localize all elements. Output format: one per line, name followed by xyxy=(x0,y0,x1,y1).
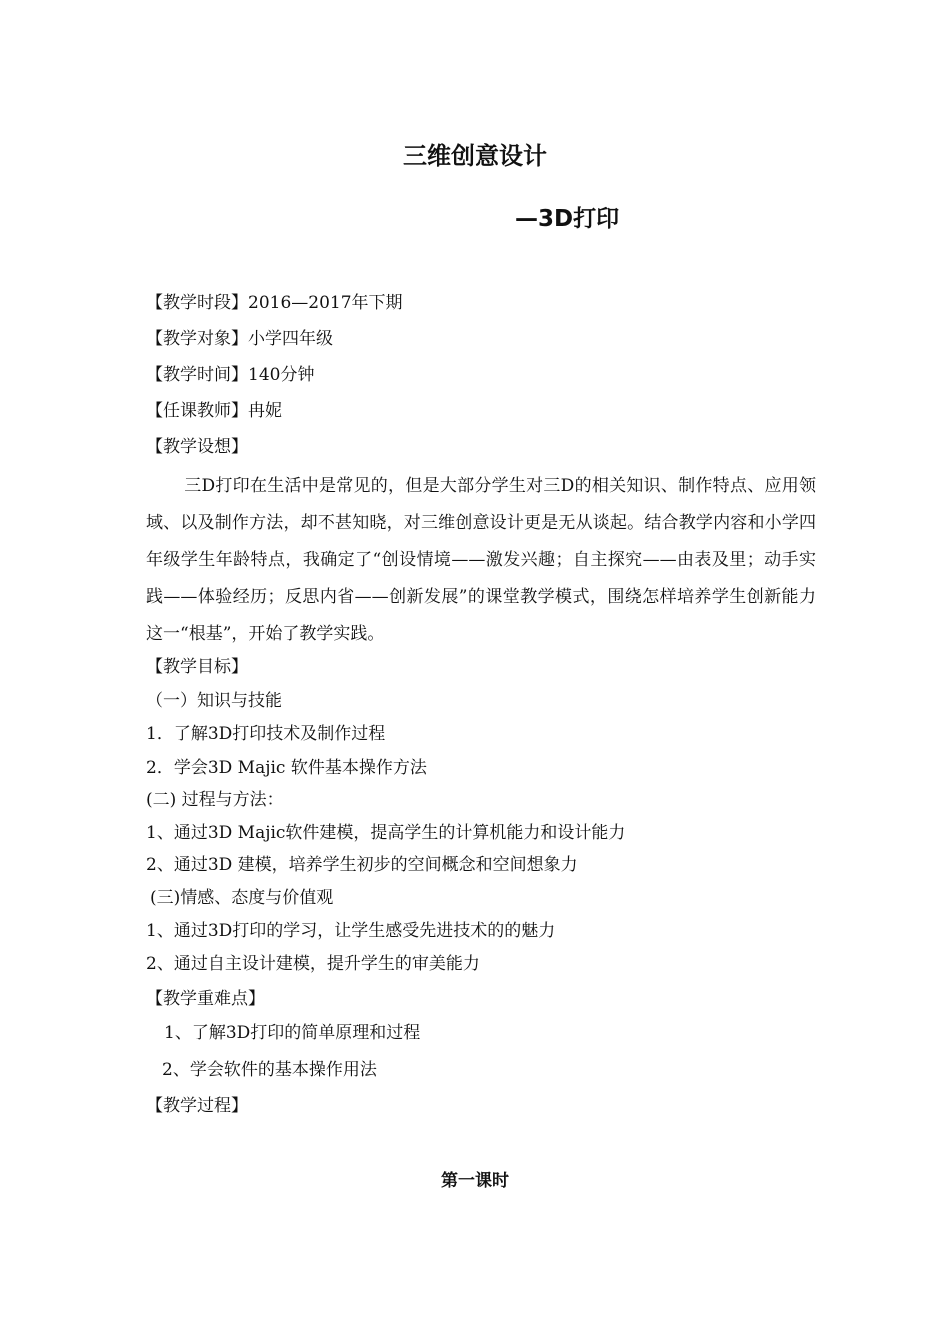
meta-teacher: 【任课教师】冉妮 xyxy=(146,401,282,421)
idea-paragraph xyxy=(146,468,816,653)
meta-duration: 【教学时间】140分钟 xyxy=(146,365,315,385)
goal-item: 2、通过自主设计建模，提升学生的审美能力 xyxy=(146,954,480,974)
key-point-item: 1、了解3D打印的简单原理和过程 xyxy=(164,1023,421,1043)
key-point-item: 2、学会软件的基本操作用法 xyxy=(162,1060,377,1080)
goal-item: 2、通过3D 建模，培养学生初步的空间概念和空间想象力 xyxy=(146,855,578,875)
goal-item: （一）知识与技能 xyxy=(146,691,282,711)
goal-item: 2．学会3D Majic 软件基本操作方法 xyxy=(146,758,427,778)
goal-item: 1．了解3D打印技术及制作过程 xyxy=(146,724,386,744)
goals-heading: 【教学目标】 xyxy=(146,657,248,677)
goal-item: 1、通过3D打印的学习，让学生感受先进技术的的魅力 xyxy=(146,921,556,941)
process-heading: 【教学过程】 xyxy=(146,1096,248,1116)
document-title: 三维创意设计 xyxy=(403,142,547,170)
goal-item: (三)情感、态度与价值观 xyxy=(150,888,334,908)
meta-target: 【教学对象】小学四年级 xyxy=(146,329,333,349)
meta-period: 【教学时段】2016—2017年下期 xyxy=(146,293,403,313)
document-subtitle: —3D打印 xyxy=(515,206,620,232)
key-points-heading: 【教学重难点】 xyxy=(146,989,265,1009)
idea-paragraph-text: 三D打印在生活中是常见的，但是大部分学生对三D的相关知识、制作特点、应用领域、以及制作方法，却不甚知晓，对三维创意设计更是无从谈起。结合教学内容和小学四年级学生年龄特点，我确定了“创设情境——激发兴趣；自主探究——由表及里；动手实践——体验经历；反思内省——创新发展”的课堂教学模式，围绕怎样培养学生创新能力这一“根基”，开始了教学实践。 xyxy=(146,476,816,644)
meta-idea-heading: 【教学设想】 xyxy=(146,437,248,457)
lesson-title: 第一课时 xyxy=(441,1171,509,1191)
goal-item: (二) 过程与方法： xyxy=(146,790,284,810)
goal-item: 1、通过3D Majic软件建模，提高学生的计算机能力和设计能力 xyxy=(146,823,626,843)
